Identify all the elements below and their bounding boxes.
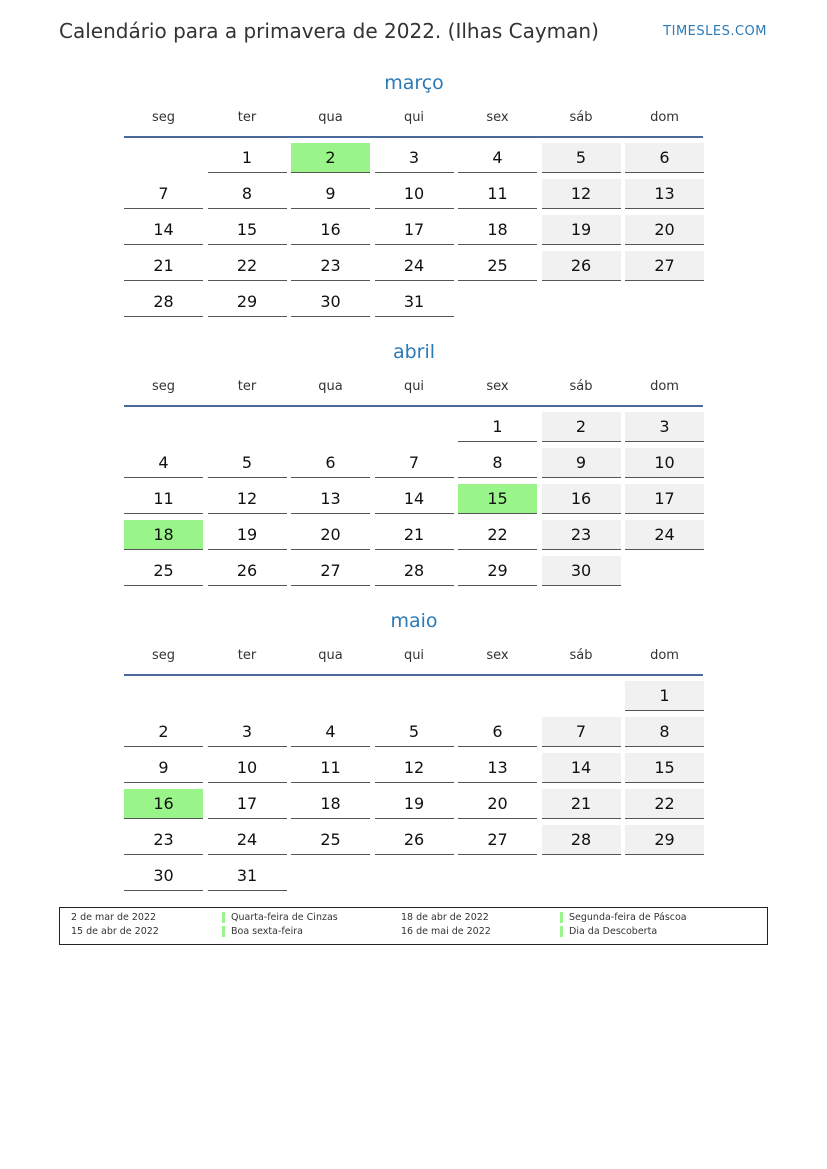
day-cell: 26 [208, 556, 287, 586]
day-cell: 11 [291, 753, 370, 783]
day-cell: 3 [375, 143, 454, 173]
day-grid [124, 412, 704, 586]
day-cell: 8 [625, 717, 704, 747]
weekday-label: sex [486, 379, 509, 394]
day-cell: 7 [542, 717, 621, 747]
day-cell: 20 [458, 789, 537, 819]
day-cell: 3 [208, 717, 287, 747]
day-cell: 13 [291, 484, 370, 514]
day-cell: 29 [625, 825, 704, 855]
weekday-label: qua [318, 379, 343, 394]
day-cell: 9 [542, 448, 621, 478]
weekday-label: dom [650, 379, 679, 394]
day-cell: 15 [625, 753, 704, 783]
day-cell: 10 [625, 448, 704, 478]
empty-cell [208, 681, 287, 710]
day-cell: 4 [458, 143, 537, 173]
day-cell: 16 [291, 215, 370, 245]
day-cell: 13 [625, 179, 704, 209]
empty-cell [458, 681, 537, 710]
day-cell: 21 [124, 251, 203, 281]
day-cell: 10 [375, 179, 454, 209]
weekday-label: sáb [569, 110, 593, 125]
header-divider [124, 674, 703, 676]
day-cell: 7 [124, 179, 203, 209]
day-cell: 26 [375, 825, 454, 855]
day-cell: 16 [542, 484, 621, 514]
day-cell: 22 [458, 520, 537, 550]
day-cell: 10 [208, 753, 287, 783]
day-cell: 7 [375, 448, 454, 478]
day-cell: 4 [124, 448, 203, 478]
empty-cell [291, 681, 370, 710]
holiday-legend [59, 907, 768, 945]
weekday-label: dom [650, 648, 679, 663]
day-cell: 5 [542, 143, 621, 173]
day-cell: 20 [625, 215, 704, 245]
day-cell: 11 [124, 484, 203, 514]
day-cell: 29 [458, 556, 537, 586]
month-title: março [384, 72, 444, 94]
empty-cell [208, 412, 287, 441]
day-cell: 15 [208, 215, 287, 245]
day-cell: 9 [124, 753, 203, 783]
day-cell: 21 [375, 520, 454, 550]
legend-date: 2 de mar de 2022 [71, 912, 157, 923]
legend-holiday-name: Dia da Descoberta [560, 926, 657, 937]
day-cell: 23 [542, 520, 621, 550]
holiday-cell: 18 [124, 520, 203, 550]
weekday-label: qui [403, 379, 425, 394]
day-cell: 27 [458, 825, 537, 855]
weekday-label: qua [318, 648, 343, 663]
weekday-label: seg [151, 110, 176, 125]
empty-cell [291, 412, 370, 441]
weekday-label: ter [237, 110, 257, 125]
month-title: abril [392, 341, 436, 363]
day-grid [124, 681, 704, 891]
legend-holiday-name: Segunda-feira de Páscoa [560, 912, 687, 923]
day-grid [124, 143, 704, 317]
weekday-label: ter [237, 379, 257, 394]
empty-cell [375, 412, 454, 441]
day-cell: 14 [124, 215, 203, 245]
weekday-header [124, 109, 704, 127]
day-cell: 8 [208, 179, 287, 209]
weekday-label: qua [318, 110, 343, 125]
brand-link[interactable]: TIMESLES.COM [663, 24, 767, 39]
day-cell: 24 [375, 251, 454, 281]
legend-date: 18 de abr de 2022 [401, 912, 489, 923]
day-cell: 17 [625, 484, 704, 514]
day-cell: 19 [375, 789, 454, 819]
day-cell: 25 [458, 251, 537, 281]
day-cell: 5 [375, 717, 454, 747]
day-cell: 31 [208, 861, 287, 891]
weekday-header [124, 647, 704, 665]
holiday-cell: 15 [458, 484, 537, 514]
weekday-label: ter [237, 648, 257, 663]
day-cell: 5 [208, 448, 287, 478]
empty-cell [124, 412, 203, 441]
header-divider [124, 136, 703, 138]
day-cell: 30 [291, 287, 370, 317]
header-divider [124, 405, 703, 407]
day-cell: 17 [375, 215, 454, 245]
legend-holiday-name: Quarta-feira de Cinzas [222, 912, 338, 923]
holiday-cell: 16 [124, 789, 203, 819]
day-cell: 6 [291, 448, 370, 478]
day-cell: 25 [291, 825, 370, 855]
day-cell: 8 [458, 448, 537, 478]
weekday-label: sex [486, 648, 509, 663]
day-cell: 30 [542, 556, 621, 586]
weekday-label: dom [650, 110, 679, 125]
day-cell: 26 [542, 251, 621, 281]
day-cell: 12 [208, 484, 287, 514]
day-cell: 4 [291, 717, 370, 747]
day-cell: 12 [542, 179, 621, 209]
day-cell: 29 [208, 287, 287, 317]
day-cell: 12 [375, 753, 454, 783]
day-cell: 25 [124, 556, 203, 586]
day-cell: 19 [542, 215, 621, 245]
weekday-label: qui [403, 110, 425, 125]
day-cell: 3 [625, 412, 704, 442]
weekday-label: sex [486, 110, 509, 125]
day-cell: 6 [458, 717, 537, 747]
day-cell: 30 [124, 861, 203, 891]
day-cell: 22 [625, 789, 704, 819]
holiday-cell: 2 [291, 143, 370, 173]
weekday-label: seg [151, 379, 176, 394]
weekday-label: qui [403, 648, 425, 663]
empty-cell [542, 681, 621, 710]
day-cell: 18 [291, 789, 370, 819]
month-title: maio [390, 610, 438, 632]
day-cell: 27 [625, 251, 704, 281]
weekday-label: sáb [569, 648, 593, 663]
day-cell: 1 [208, 143, 287, 173]
day-cell: 11 [458, 179, 537, 209]
month-april [124, 341, 704, 586]
weekday-header [124, 378, 704, 396]
day-cell: 24 [625, 520, 704, 550]
day-cell: 21 [542, 789, 621, 819]
day-cell: 19 [208, 520, 287, 550]
day-cell: 13 [458, 753, 537, 783]
day-cell: 22 [208, 251, 287, 281]
day-cell: 31 [375, 287, 454, 317]
month-march [124, 72, 704, 317]
day-cell: 23 [124, 825, 203, 855]
day-cell: 1 [458, 412, 537, 442]
day-cell: 9 [291, 179, 370, 209]
page-title: Calendário para a primavera de 2022. (Ilhas Cayman) [59, 19, 599, 43]
empty-cell [124, 143, 203, 172]
day-cell: 27 [291, 556, 370, 586]
day-cell: 28 [542, 825, 621, 855]
day-cell: 20 [291, 520, 370, 550]
day-cell: 14 [375, 484, 454, 514]
day-cell: 17 [208, 789, 287, 819]
empty-cell [124, 681, 203, 710]
legend-holiday-name: Boa sexta-feira [222, 926, 303, 937]
legend-date: 16 de mai de 2022 [401, 926, 491, 937]
day-cell: 2 [542, 412, 621, 442]
day-cell: 23 [291, 251, 370, 281]
day-cell: 14 [542, 753, 621, 783]
weekday-label: sáb [569, 379, 593, 394]
day-cell: 28 [124, 287, 203, 317]
day-cell: 18 [458, 215, 537, 245]
weekday-label: seg [151, 648, 176, 663]
empty-cell [375, 681, 454, 710]
day-cell: 6 [625, 143, 704, 173]
day-cell: 24 [208, 825, 287, 855]
day-cell: 2 [124, 717, 203, 747]
legend-date: 15 de abr de 2022 [71, 926, 159, 937]
day-cell: 28 [375, 556, 454, 586]
day-cell: 1 [625, 681, 704, 711]
month-may [124, 610, 704, 891]
